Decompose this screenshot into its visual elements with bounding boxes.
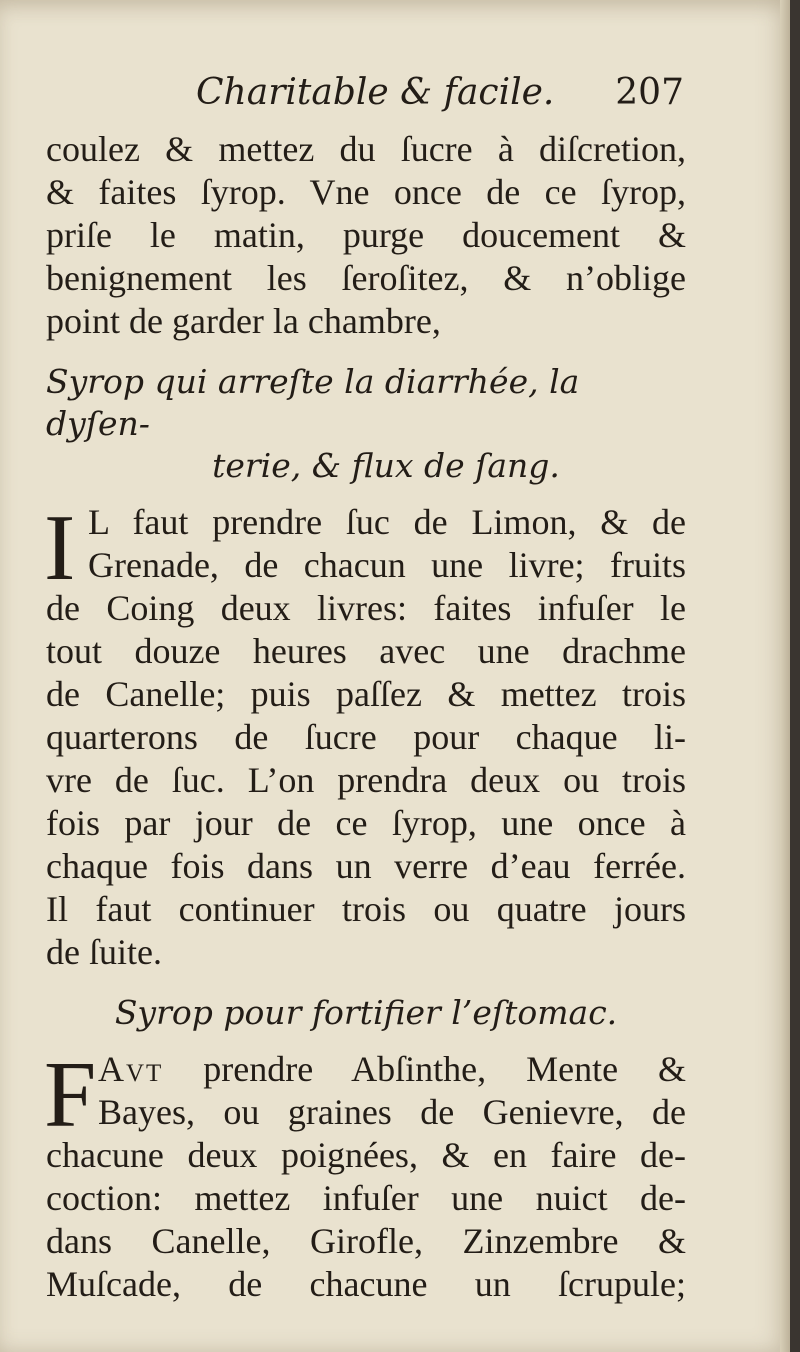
- text-line: dans Canelle, Girofle, Zinzembre &: [46, 1221, 686, 1261]
- text-line: quarterons de ſucre pour chaque li-: [46, 717, 686, 757]
- text-line: de Coing deux livres: faites infuſer le: [46, 588, 686, 628]
- paragraph-3: [44, 1043, 686, 1306]
- first-word: Avt: [98, 1049, 164, 1089]
- text-line: & faites ſyrop. Vne once de ce ſyrop,: [46, 172, 686, 212]
- text-line: fois par jour de ce ſyrop, une once à: [46, 803, 686, 843]
- heading-line: Syrop qui arreſte la diarrhée, la dyſen-: [46, 362, 580, 443]
- text-line: priſe le matin, purge doucement &: [46, 215, 686, 255]
- paragraph-2: [44, 496, 686, 974]
- text-line: de Canelle; puis paſſez & mettez trois: [46, 674, 686, 714]
- text-block: [46, 72, 686, 1306]
- heading-line: terie, & flux de ſang.: [212, 446, 560, 485]
- text-line: coction: mettez infuſer une nuict de-: [46, 1178, 686, 1218]
- text-line: chacune deux poignées, & en faire de-: [46, 1135, 686, 1175]
- text-line: chaque fois dans un verre d’eau ferrée.: [46, 846, 686, 886]
- heading-line: Syrop pour fortifier l’eſtomac.: [114, 993, 618, 1032]
- page-edge: [780, 0, 790, 1352]
- text-line: tout douze heures avec une drachme: [46, 631, 686, 671]
- text-line: Bayes, ou graines de Genievre, de: [98, 1092, 686, 1132]
- text-line: vre de ſuc. L’on prendra deux ou trois: [46, 760, 686, 800]
- text-line: point de garder la chambre,: [46, 301, 441, 341]
- page-number: 207: [615, 72, 684, 113]
- paragraph-1: [46, 128, 686, 343]
- drop-cap: I: [44, 496, 76, 600]
- text-line: coulez & mettez du ſucre à diſcretion,: [46, 129, 686, 169]
- text-line: de ſuite.: [46, 932, 162, 972]
- text-line: benignement les ſeroſitez, & n’oblige: [46, 258, 686, 298]
- section-heading-2: [46, 992, 686, 1034]
- running-title: Charitable & facile.: [196, 72, 555, 113]
- text-line: [46, 1048, 686, 1091]
- running-head: [46, 72, 686, 128]
- text-line: Muſcade, de chacune un ſcrupule;: [46, 1264, 686, 1304]
- text-line: Il faut continuer trois ou quatre jours: [46, 889, 686, 929]
- text-line: L faut prendre ſuc de Limon, & de: [88, 502, 686, 542]
- section-heading-1: [46, 361, 686, 487]
- text-line: Grenade, de chacun une livre; fruits: [88, 545, 686, 585]
- text-line-rest: prendre Abſinthe, Mente &: [163, 1049, 686, 1089]
- drop-cap: F: [44, 1043, 97, 1147]
